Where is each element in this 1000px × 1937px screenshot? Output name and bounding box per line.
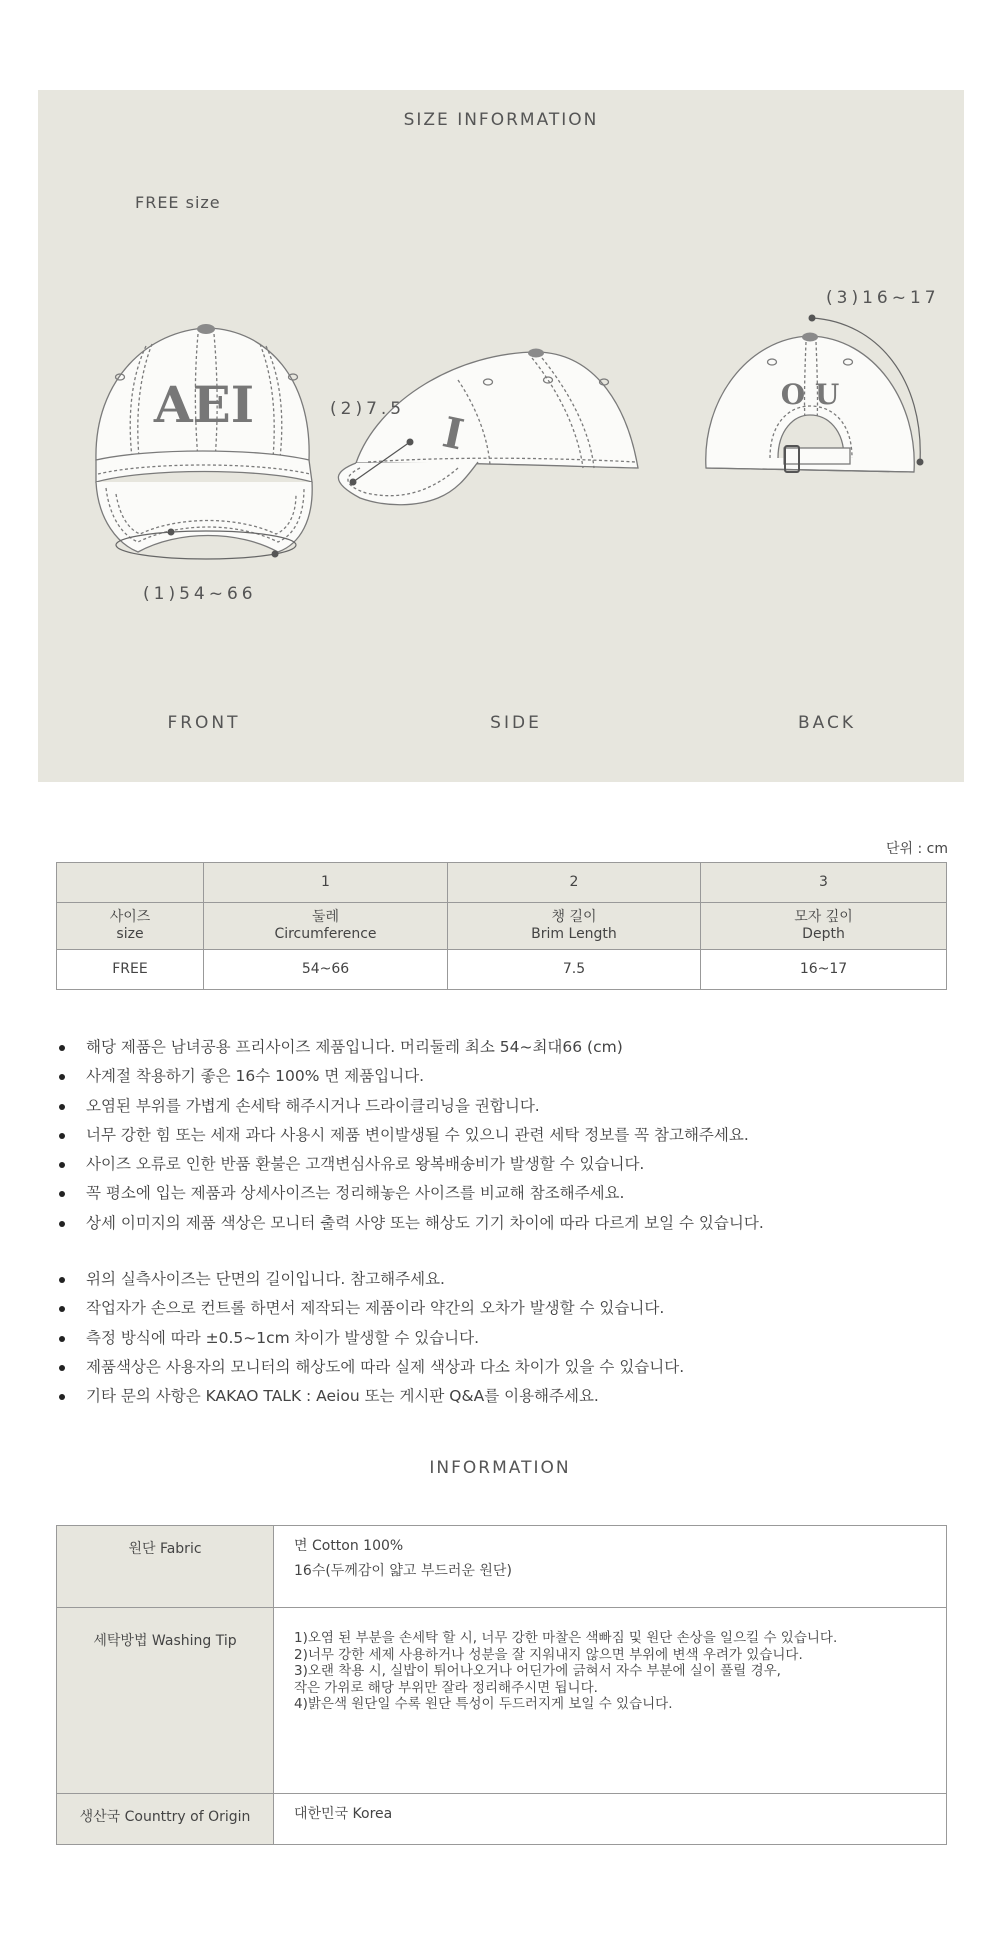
size-table-header-cell: 2 xyxy=(448,863,701,903)
size-table-free-row xyxy=(57,950,947,990)
depth-measure: (3)16~17 xyxy=(826,288,940,308)
circumference-measure: (1)54~66 xyxy=(143,584,257,604)
washing-line: 2)너무 강한 세제 사용하거나 성분을 잘 지워내지 않으면 부위에 변색 우려가 있습니다. xyxy=(294,1646,803,1663)
list-item: 해당 제품은 남녀공용 프리사이즈 제품입니다. 머리둘레 최소 54~최대66 (cm) xyxy=(56,1033,956,1062)
washing-value xyxy=(274,1608,947,1794)
list-item: 측정 방식에 따라 ±0.5~1cm 차이가 발생할 수 있습니다. xyxy=(56,1324,956,1353)
washing-row xyxy=(57,1608,947,1794)
list-item: 기타 문의 사항은 KAKAO TALK : Aeiou 또는 게시판 Q&A를 이용해주세요. xyxy=(56,1382,956,1411)
brim-length-value-cell: 7.5 xyxy=(448,950,701,990)
origin-value: 대한민국 Korea xyxy=(274,1794,947,1845)
size-table-header-cell: 3 xyxy=(701,863,947,903)
cap-diagrams xyxy=(38,90,964,782)
front-cap-letters: AEI xyxy=(153,375,255,434)
back-cap-letters: O U xyxy=(780,378,840,411)
information-table xyxy=(56,1525,947,1845)
origin-row xyxy=(57,1794,947,1845)
list-item: 오염된 부위를 가볍게 손세탁 해주시거나 드라이클리닝을 권합니다. xyxy=(56,1092,956,1121)
label-en: Brim Length xyxy=(531,926,617,942)
label-en: size xyxy=(116,926,144,942)
depth-value-cell: 16~17 xyxy=(701,950,947,990)
washing-line: 작은 가위로 해당 부위만 잘라 정리해주시면 됩니다. xyxy=(294,1679,598,1696)
list-item: 제품색상은 사용자의 모니터의 해상도에 따라 실제 색상과 다소 차이가 있을 수 있습니다. xyxy=(56,1353,956,1382)
brim-length-label-cell xyxy=(448,903,701,950)
front-view-label: FRONT xyxy=(167,713,241,733)
back-view-label: BACK xyxy=(797,713,856,733)
fabric-value xyxy=(274,1526,947,1608)
list-item: 상세 이미지의 제품 색상은 모니터 출력 사양 또는 해상도 기기 차이에 따라 다르게 보일 수 있습니다. xyxy=(56,1209,956,1238)
size-table-header-cell xyxy=(57,863,204,903)
unit-label: 단위 : cm xyxy=(885,841,948,857)
size-table-label-row xyxy=(57,903,947,950)
circumference-value-cell: 54~66 xyxy=(204,950,448,990)
list-item: 사계절 착용하기 좋은 16수 100% 면 제품입니다. xyxy=(56,1062,956,1091)
fabric-line-1: 면 Cotton 100% xyxy=(294,1538,404,1554)
size-table xyxy=(56,862,947,990)
product-notes-list xyxy=(56,1033,956,1238)
side-cap-illustration xyxy=(338,349,638,505)
size-information-title: SIZE INFORMATION xyxy=(403,110,599,130)
label-en: Depth xyxy=(802,926,845,942)
fabric-row xyxy=(57,1526,947,1608)
list-item: 위의 실측사이즈는 단면의 길이입니다. 참고해주세요. xyxy=(56,1265,956,1294)
brim-length-measure: (2)7.5 xyxy=(330,399,406,419)
list-item: 작업자가 손으로 컨트롤 하면서 제작되는 제품이라 약간의 오차가 발생할 수 있습니다. xyxy=(56,1294,956,1323)
label-ko: 챙 길이 xyxy=(551,909,597,925)
size-information-panel xyxy=(38,90,964,782)
size-table-header-cell: 1 xyxy=(204,863,448,903)
washing-label: 세탁방법 Washing Tip xyxy=(57,1608,274,1794)
information-title: INFORMATION xyxy=(429,1458,571,1478)
washing-line: 1)오염 된 부분을 손세탁 할 시, 너무 강한 마찰은 색빠짐 및 원단 손상을 일으킬 수 있습니다. xyxy=(294,1630,838,1646)
label-ko: 사이즈 xyxy=(109,909,151,925)
size-table-header-row xyxy=(57,863,947,903)
fabric-label: 원단 Fabric xyxy=(57,1526,274,1608)
origin-label: 생산국 Counttry of Origin xyxy=(57,1794,274,1845)
washing-line: 3)오랜 착용 시, 실밥이 튀어나오거나 어딘가에 긁혀서 자수 부분에 실이 풀릴 경우, xyxy=(294,1663,781,1679)
measurement-notes-list xyxy=(56,1265,956,1411)
size-label-cell xyxy=(57,903,204,950)
front-cap-illustration xyxy=(96,324,312,552)
fabric-line-2: 16수(두께감이 얇고 부드러운 원단) xyxy=(294,1563,512,1579)
washing-line: 4)밝은색 원단일 수록 원단 특성이 두드러지게 보일 수 있습니다. xyxy=(294,1696,673,1712)
depth-label-cell xyxy=(701,903,947,950)
label-ko: 둘레 xyxy=(311,909,340,925)
label-ko: 모자 깊이 xyxy=(794,909,853,925)
circumference-label-cell xyxy=(204,903,448,950)
side-view-label: SIDE xyxy=(490,713,542,733)
label-en: Circumference xyxy=(274,926,377,942)
list-item: 사이즈 오류로 인한 반품 환불은 고객변심사유로 왕복배송비가 발생할 수 있습니다. xyxy=(56,1150,956,1179)
free-size-label: FREE size xyxy=(135,193,221,212)
list-item: 꼭 평소에 입는 제품과 상세사이즈는 정리해놓은 사이즈를 비교해 참조해주세요. xyxy=(56,1179,956,1208)
size-value-cell: FREE xyxy=(57,950,204,990)
side-cap-letter: I xyxy=(438,407,469,460)
list-item: 너무 강한 힘 또는 세재 과다 사용시 제품 변이발생될 수 있으니 관련 세탁 정보를 꼭 참고해주세요. xyxy=(56,1121,956,1150)
